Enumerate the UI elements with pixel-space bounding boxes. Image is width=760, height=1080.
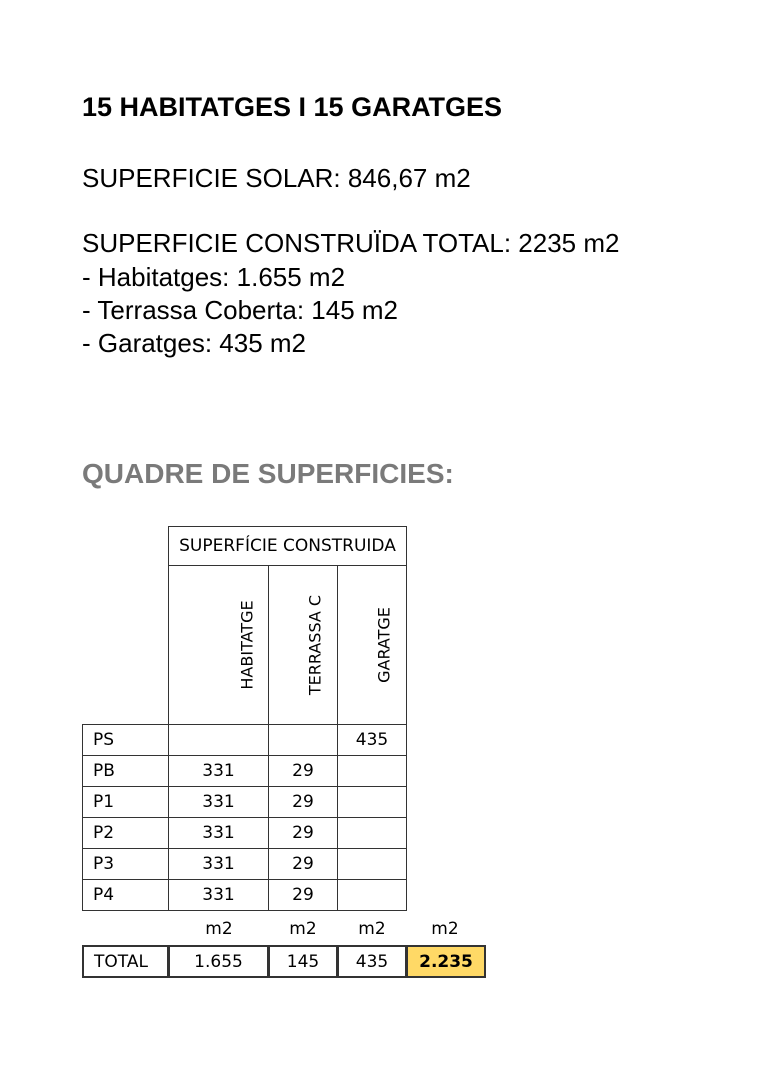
column-header-habitatge: HABITATGE — [168, 565, 269, 725]
table-cell — [268, 724, 338, 756]
table-cell: 29 — [268, 786, 338, 818]
unit-label: m2 — [431, 919, 459, 939]
table-group-header: SUPERFÍCIE CONSTRUIDA — [168, 526, 407, 566]
column-header-terrassa: TERRASSA C — [268, 565, 338, 725]
total-cell: 1.655 — [168, 945, 269, 978]
table-cell — [337, 848, 407, 880]
table-cell: 331 — [168, 786, 269, 818]
table-cell — [337, 755, 407, 787]
table-cell — [168, 724, 269, 756]
table-cell: 331 — [168, 848, 269, 880]
total-cell: 145 — [268, 945, 338, 978]
column-header-garatge: GARATGE — [337, 565, 407, 725]
row-label: PB — [82, 755, 169, 787]
unit-label: m2 — [205, 919, 233, 939]
row-label: P2 — [82, 817, 169, 849]
built-area-item: - Habitatges: 1.655 m2 — [82, 262, 346, 292]
unit-label: m2 — [358, 919, 386, 939]
table-cell — [337, 786, 407, 818]
table-cell: 331 — [168, 879, 269, 911]
table-cell: 331 — [168, 755, 269, 787]
table-cell: 29 — [268, 848, 338, 880]
solar-area: SUPERFICIE SOLAR: 846,67 m2 — [82, 163, 471, 193]
table-cell — [337, 817, 407, 849]
built-area-heading: SUPERFICIE CONSTRUÏDA TOTAL: 2235 m2 — [82, 228, 620, 258]
row-label: P4 — [82, 879, 169, 911]
page-title: 15 HABITATGES I 15 GARATGES — [82, 92, 503, 122]
built-area-item: - Garatges: 435 m2 — [82, 328, 306, 358]
row-label: P3 — [82, 848, 169, 880]
total-label: TOTAL — [82, 945, 169, 978]
total-cell: 435 — [337, 945, 407, 978]
row-label: P1 — [82, 786, 169, 818]
table-cell — [337, 879, 407, 911]
table-title: QUADRE DE SUPERFICIES: — [82, 458, 454, 489]
unit-label: m2 — [289, 919, 317, 939]
table-cell: 331 — [168, 817, 269, 849]
table-cell: 29 — [268, 755, 338, 787]
built-area-item: - Terrassa Coberta: 145 m2 — [82, 295, 398, 325]
grand-total-cell: 2.235 — [406, 945, 486, 978]
table-cell: 29 — [268, 879, 338, 911]
table-cell: 435 — [337, 724, 407, 756]
row-label: PS — [82, 724, 169, 756]
table-cell: 29 — [268, 817, 338, 849]
